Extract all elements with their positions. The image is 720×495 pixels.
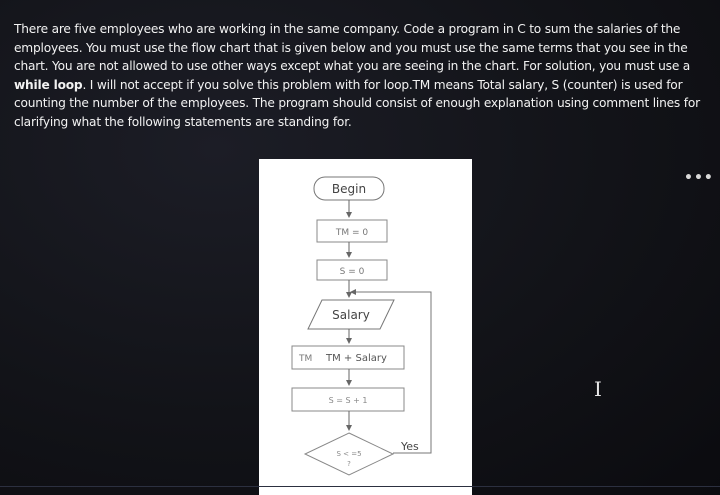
init-tm-label: TM = 0 <box>335 228 369 238</box>
condition-top-label: S < =5 <box>336 450 362 458</box>
increment-label: S = S + 1 <box>328 396 368 405</box>
flowchart-svg <box>259 159 472 495</box>
question-text-part2: . I will not accept if you solve this problem with for loop.TM means Total salary, S (counter) is used for counting the number of the employees. The program should consist of enough explanation using comment lines for clarifying what the following statements are standing for. <box>14 77 700 129</box>
question-text-bold: while loop <box>14 77 83 92</box>
question-text <box>14 20 714 132</box>
bottom-divider <box>0 486 720 487</box>
init-s-label: S = 0 <box>339 267 365 277</box>
flowchart-image <box>259 159 472 495</box>
question-text-part1: There are five employees who are working in the same company. Code a program in C to sum the salaries of the employees. You must use the flow chart that is given below and you must use the same terms that you see in the chart. You are not allowed to use other ways except what you are seeing in the chart. For solution, you must use a <box>14 22 691 74</box>
sum-expr-label: TM + Salary <box>326 353 387 364</box>
begin-label: Begin <box>331 182 367 196</box>
salary-input-label: Salary <box>332 308 370 322</box>
yes-label: Yes <box>401 440 419 453</box>
text-cursor-icon: I <box>594 377 602 401</box>
more-options-icon[interactable]: ••• <box>684 170 714 186</box>
sum-tm-label: TM <box>299 354 313 364</box>
condition-bottom-label: ? <box>347 460 351 468</box>
